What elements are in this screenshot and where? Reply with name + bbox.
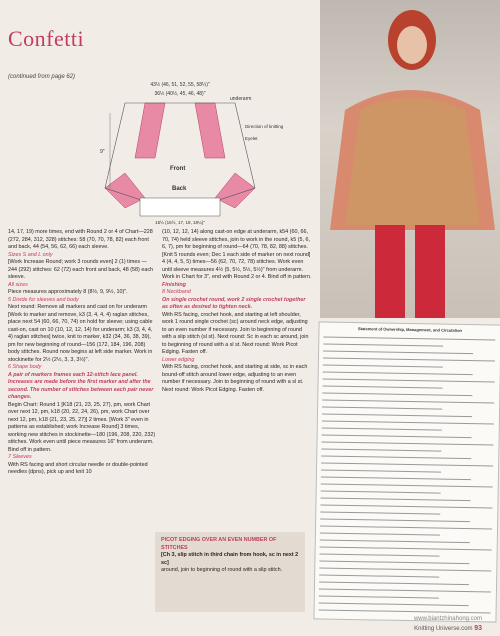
paragraph: [Work Increase Round; work 3 rounds even] 2 (1) times — 244 (292) stitches: 62 (72) each front and back, 48 (58) each sleeve.	[8, 259, 154, 280]
paragraph: With RS facing and short circular needle or double-pointed needles (dpns), pick up and knit 10	[8, 461, 148, 475]
form-rule	[321, 462, 493, 466]
form-rule	[321, 455, 471, 458]
paragraph: With RS facing, crochet hook, and starting at left shoulder, work 1 round single crochet (sc) around neck edge, adjusting to an even number if necessary. Join to beginning of round with a slip stitch (sl st). Next round: Sc in each sc around, join to beginning of round with a sl st. Next round: Work Picot Edging. Fasten off.	[162, 311, 309, 355]
paragraph: Next round: Remove all markers and cast on for underarm [Work to marker and remove, k3 (3, 4, 4, 4) raglan stitches, place next 54 (60, 66, 70, 74) on hold for sleeve; using cable cast-on, cast on 10 (10, 12, 12, 14) for underarm; k3 (3, 4, 4, 4) raglan stitches] twice, knit to marker, k32 (34, 36, 38, 39), pm for new beginning of round—156 (172, 184, 196, 208) body stitches. Round now begins at left side marker. Work in stockinette for 2½ (2½, 3, 3, 3½)".	[8, 304, 153, 363]
form-rule	[323, 372, 473, 375]
form-rule	[323, 344, 443, 347]
page-number: 93	[474, 625, 482, 632]
form-rule	[320, 539, 470, 542]
watermark: www.biantzhinahong.com	[413, 616, 482, 622]
form-title: Statement of Ownership, Management, and Circulation	[357, 326, 463, 333]
paragraph: 7 Sleeves	[8, 454, 32, 460]
form-rule	[323, 358, 495, 362]
form-rule	[320, 518, 470, 521]
form-rule	[321, 448, 441, 451]
form-rule	[320, 504, 492, 508]
form-rule	[322, 420, 494, 424]
form-rule	[323, 365, 443, 368]
paragraph: On single crochet round, work 2 single crochet together as often as desired to tighten neck.	[162, 296, 306, 310]
continued-note: (continued from page 62)	[8, 74, 76, 80]
paragraph: 8 Neckband	[162, 289, 191, 295]
form-rule	[323, 379, 495, 383]
schem-width-top: 43½ (46, 51, 52, 55, 58¼)"	[150, 82, 210, 88]
form-rule	[321, 469, 441, 472]
picot-edging-box	[155, 532, 305, 612]
form-rule	[319, 574, 439, 577]
form-rule	[320, 525, 492, 529]
form-rule	[320, 553, 440, 556]
paragraph: 5 Divide for sleeves and body	[8, 296, 79, 303]
form-rule	[322, 393, 472, 396]
paragraph: Finishing	[162, 281, 186, 288]
form-rule	[321, 490, 441, 493]
form-rule	[319, 560, 469, 563]
ownership-statement-form	[313, 321, 500, 622]
schem-bottom: 15½ (16½, 17, 18, 18¼)"	[155, 220, 205, 225]
schem-height: 9"	[100, 149, 105, 155]
page-title: Confetti	[8, 26, 85, 51]
paragraph: Sizes S and L only	[8, 251, 53, 258]
magazine-name: Knitting Universe.com	[414, 626, 473, 632]
form-rule	[320, 532, 440, 535]
form-rule	[322, 407, 442, 410]
paragraph: 14, 17, 19) more times, end with Round 2 or 4 of Chart—228 (272, 284, 312, 328) stitches: 58 (70, 70, 78, 82) each front and back, 44 (54, 56, 62, 66) each sleeve.	[8, 229, 153, 250]
form-rule	[322, 400, 494, 404]
form-rule	[322, 441, 494, 445]
paragraph: Begin Chart: Round 1 [K18 (21, 23, 25, 27), pm, work Chart over next 12, pm, k18 (20, 22, 24, 26), pm, work Chart over next 12, pm, k18 (21, 23, 25, 27)] 2 times. [Work 3" even in patterns as established; work Increase Round] 3 times, working new stitches in stockinette—180 (196, 208, 220, 232) stitches. Work even until piece measures 16" from underarm. Bind off in pattern.	[8, 401, 156, 453]
model-photo	[320, 0, 500, 318]
form-rule	[319, 609, 491, 613]
schematic-diagram	[30, 78, 315, 226]
schem-underarm: underarm	[230, 96, 252, 102]
form-rule	[320, 546, 492, 550]
paragraph: A pair of markers frames each 12-stitch lace panel. Increases are made before the first marker and after the second. The number of stitches between each pair never changes.	[8, 371, 154, 400]
column-left	[8, 229, 156, 477]
form-rule	[323, 337, 495, 341]
paragraph: (10, 12, 12, 14) along cast-on edge at underarm, k54 (60, 66, 70, 74) held sleeve stitches, join to work in the round, k5 (5, 6, 6, 7), pm for beginning of round—64 (70, 78, 82, 88) stitches. [Knit 5 rounds even; Dec 1 each side of marker on next round] 4 (4, 4, 5, 5) times—56 (62, 70, 72, 78) stitches. Work even until sleeve measures 4½ (5, 5½, 5½, 5½)" from underarm. Work in Chart for 3", end with Round 2 or 4. Bind off in pattern.	[162, 229, 312, 280]
form-rule	[322, 386, 442, 389]
paragraph: 6 Shape body	[8, 364, 42, 370]
paragraph: Piece measures approximately 8 (8½, 9, 9½, 10)".	[8, 289, 128, 295]
column-middle	[162, 229, 312, 394]
form-rule	[322, 413, 472, 416]
form-rule	[319, 588, 491, 592]
form-rule	[321, 483, 493, 487]
picot-instructions-2: around, join to beginning of round with a slip stitch.	[161, 567, 283, 573]
schem-width-2: 36½ (40½, 45, 46, 48)"	[154, 91, 206, 97]
form-rule	[322, 427, 442, 430]
form-rule	[319, 602, 469, 605]
form-rule	[319, 567, 491, 571]
schem-front: Front	[170, 166, 186, 172]
schem-eyelet: Eyelet	[245, 136, 258, 141]
form-rule	[321, 497, 471, 500]
schem-back: Back	[172, 186, 187, 192]
paragraph: Lower edging	[162, 356, 195, 363]
form-rule	[321, 476, 471, 479]
form-rule	[323, 351, 473, 354]
footer	[414, 625, 482, 632]
form-rule	[319, 581, 469, 584]
paragraph: With RS facing, crochet hook, and starting at side, sc in each bound-off stitch around lower edge, adjusting to an even number if necessary. Join to beginning of round with a sl st. Next round: Work Picot Edging. Fasten off.	[162, 364, 308, 393]
picot-heading: PICOT EDGING OVER AN EVEN NUMBER OF STITCHES	[161, 537, 277, 551]
form-rule	[322, 434, 472, 437]
form-rule	[320, 511, 440, 514]
form-rule	[319, 595, 439, 598]
schem-direction: Direction of knitting	[245, 124, 284, 129]
paragraph: All sizes	[8, 281, 28, 288]
picot-instructions: [Ch 3, slip stitch in third chain from hook, sc in next 2 sc]	[161, 552, 299, 566]
